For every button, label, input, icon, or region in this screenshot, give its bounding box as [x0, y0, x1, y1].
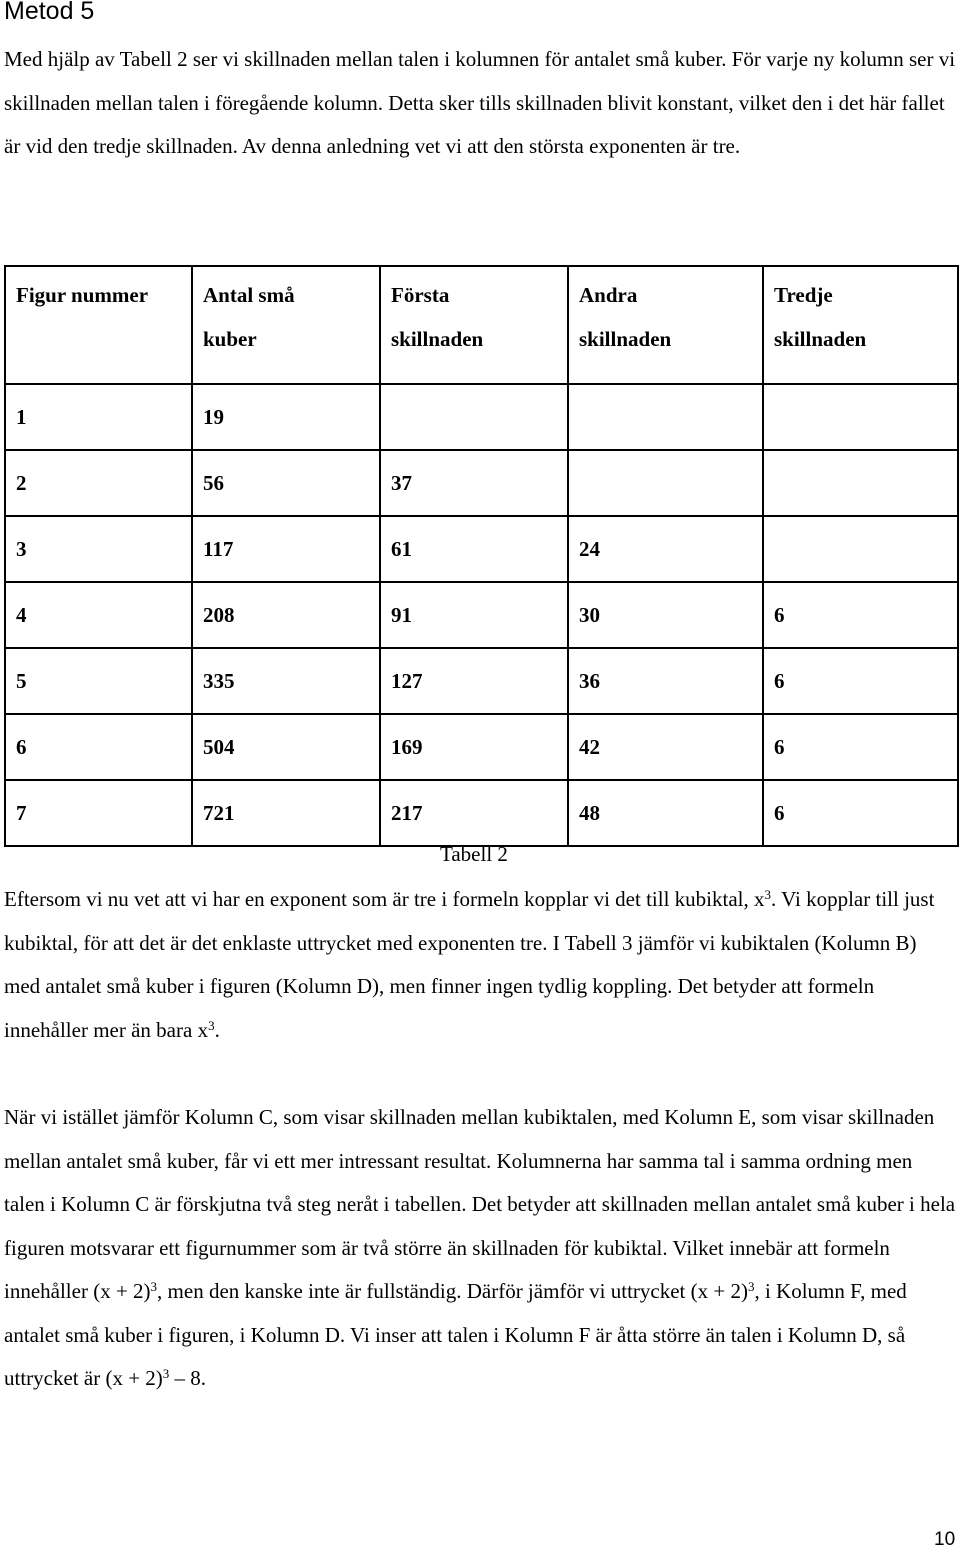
- table-cell: 4: [5, 582, 192, 648]
- table-cell: 24: [568, 516, 763, 582]
- header-small-cubes: Antal små kuber: [192, 266, 380, 384]
- table-cell: 5: [5, 648, 192, 714]
- table-header-row: [5, 266, 958, 384]
- table-cell: 3: [5, 516, 192, 582]
- table-row: [5, 384, 958, 450]
- table-cell: 504: [192, 714, 380, 780]
- table-cell: [568, 450, 763, 516]
- header-second-difference: Andra skillnaden: [568, 266, 763, 384]
- table-cell: 217: [380, 780, 568, 846]
- header-first-difference: Första skillnaden: [380, 266, 568, 384]
- table-row: [5, 714, 958, 780]
- table-cell: 48: [568, 780, 763, 846]
- table-cell: 61: [380, 516, 568, 582]
- table-caption: Tabell 2: [440, 842, 508, 866]
- page-number: 10: [934, 1529, 956, 1550]
- section-heading: Metod 5: [4, 0, 95, 25]
- conclusion-paragraph: När vi istället jämför Kolumn C, som visar skillnaden mellan kubiktalen, med Kolumn E, som visar skillnaden mellan antalet små kuber, får vi ett mer intressant resultat. Kolumnerna har samma tal i samma ordning men talen i Kolumn C är förskjutna två steg neråt i tabellen. Det betyder att skillnaden mellan antalet små kuber i hela figuren motsvarar ett figurnummer som är två större än skillnaden för kubiktal. Vilket innebär att formeln innehåller $(x + 2)^3$, men den kanske inte är fullständig. Därför jämför vi uttrycket $(x + 2)^3$, i Kolumn F, med antalet små kuber i figuren, i Kolumn D. Vi inser att talen i Kolumn F är åtta större än talen i Kolumn D, så uttrycket är $(x + 2)^3 - 8$.: [4, 1105, 956, 1390]
- header-figure-number: Figur nummer: [5, 266, 192, 384]
- table-row: [5, 450, 958, 516]
- table-cell: 7: [5, 780, 192, 846]
- table-cell: 169: [380, 714, 568, 780]
- table-cell: 19: [192, 384, 380, 450]
- table-cell: [763, 384, 958, 450]
- difference-table: [4, 265, 959, 847]
- table-cell: 6: [5, 714, 192, 780]
- table-cell: 721: [192, 780, 380, 846]
- table-row: [5, 582, 958, 648]
- table-cell: 42: [568, 714, 763, 780]
- table-cell: 6: [763, 582, 958, 648]
- table-cell: 37: [380, 450, 568, 516]
- exponent: 3: [150, 1279, 158, 1294]
- table-cell: 6: [763, 714, 958, 780]
- table-cell: [763, 450, 958, 516]
- intro-paragraph: Med hjälp av Tabell 2 ser vi skillnaden mellan talen i kolumnen för antalet små kuber. För varje ny kolumn ser vi skillnaden mellan talen i föregående kolumn. Detta sker tills skillnaden blivit konstant, vilket den i det här fallet är vid den tredje skillnaden. Av denna anledning vet vi att den största exponenten är tre.: [4, 47, 956, 158]
- table-cell: 30: [568, 582, 763, 648]
- table-cell: 91: [380, 582, 568, 648]
- exponent: 3: [162, 1366, 170, 1381]
- table-cell: 6: [763, 780, 958, 846]
- table-row: [5, 516, 958, 582]
- table-cell: [380, 384, 568, 450]
- exponent: 3: [747, 1279, 755, 1294]
- table-cell: 56: [192, 450, 380, 516]
- exponent: 3: [208, 1017, 215, 1033]
- table-cell: 1: [5, 384, 192, 450]
- table-row: [5, 780, 958, 846]
- exponent: 3: [764, 887, 771, 902]
- table-row: [5, 648, 958, 714]
- table-cell: 2: [5, 450, 192, 516]
- cube-comparison-paragraph: Eftersom vi nu vet att vi har en exponent som är tre i formeln kopplar vi det till kubiktal, $x^3$. Vi kopplar till just kubiktal, för att det är det enklaste uttrycket med exponenten tre. I Tabell 3 jämför vi kubiktalen (Kolumn B) med antalet små kuber i figuren (Kolumn D), men finner ingen tydlig koppling. Det betyder att formeln innehåller mer än bara $x^3$.: [4, 887, 935, 1042]
- table-cell: 117: [192, 516, 380, 582]
- table-cell: 36: [568, 648, 763, 714]
- header-third-difference: Tredje skillnaden: [763, 266, 958, 384]
- table-cell: 127: [380, 648, 568, 714]
- table-cell: 208: [192, 582, 380, 648]
- table-cell: [763, 516, 958, 582]
- table-cell: [568, 384, 763, 450]
- table-cell: 335: [192, 648, 380, 714]
- table-cell: 6: [763, 648, 958, 714]
